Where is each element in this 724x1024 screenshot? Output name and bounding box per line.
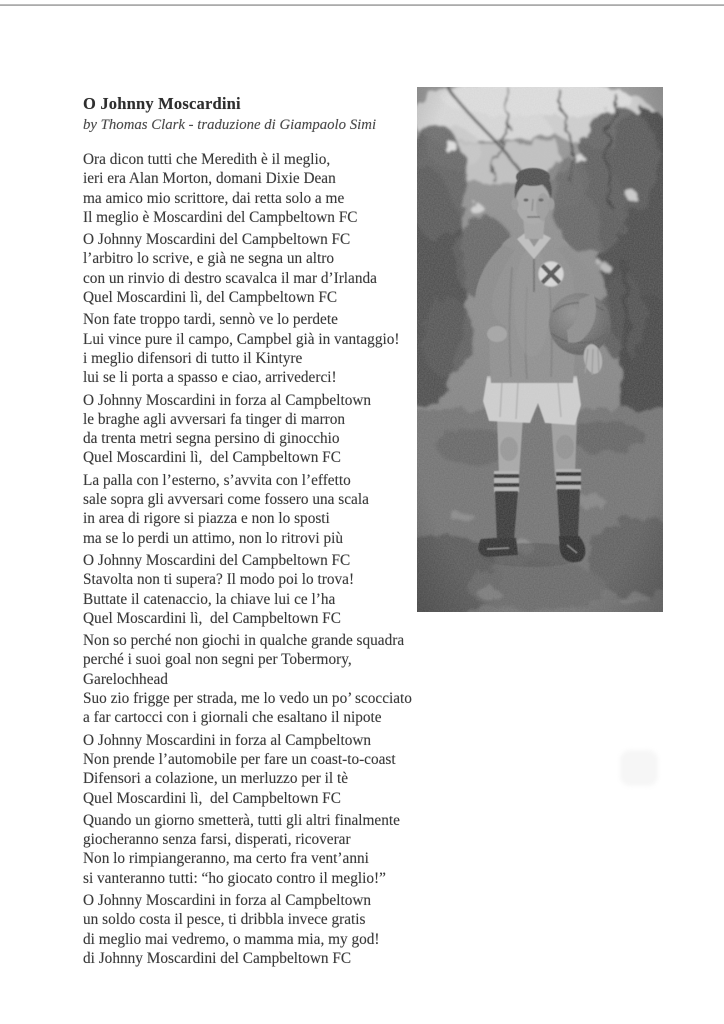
stanza (83, 150, 423, 227)
poem-line: Stavolta non ti supera? Il modo poi lo trova! (83, 571, 355, 589)
poem-line: ma amico mio scrittore, dai retta solo a me (83, 189, 345, 207)
poem-line: O Johnny Moscardini del Campbeltown FC (83, 551, 351, 569)
poem-line: a far cartocci con i giornali che esaltano il nipote (83, 709, 382, 727)
poem-line: La palla con l’esterno, s’avvita con l’effetto (83, 471, 351, 489)
vignette (417, 87, 663, 612)
stanza (83, 551, 423, 628)
stanza (83, 471, 423, 548)
poem-line: si vanteranno tutti: “ho giocato contro il meglio!” (83, 869, 386, 887)
poem-line: O Johnny Moscardini in forza al Campbeltown (83, 891, 372, 909)
poem-line: Non fate troppo tardi, sennò ve lo perdete (83, 311, 338, 329)
stanza (83, 891, 423, 968)
poem-line: ma se lo perdi un attimo, non lo ritrovi più (83, 529, 344, 547)
poem-line: Buttate il catenaccio, la chiave lui ce l’ha (83, 590, 336, 608)
poem-line: Quel Moscardini lì, del Campbeltown FC (83, 289, 338, 307)
scan-smudge (620, 750, 658, 786)
poem-line: un soldo costa il pesce, ti dribbla invece gratis (83, 911, 366, 929)
stanza (83, 230, 423, 307)
stanza (83, 811, 423, 888)
stanza (83, 631, 423, 727)
poem-line: giocheranno senza farsi, disperati, ricoverar (83, 831, 351, 849)
poem-line: Il meglio è Moscardini del Campbeltown FC (83, 208, 358, 226)
stanza (83, 310, 423, 387)
footballer-photo-svg (417, 87, 663, 612)
poem (83, 150, 423, 968)
poem-line: le braghe agli avversari fa tinger di marron (83, 410, 346, 428)
stanza (83, 731, 423, 808)
poem-line: O Johnny Moscardini del Campbeltown FC (83, 231, 351, 249)
poem-title: O Johnny Moscardini (83, 94, 241, 113)
poem-line: da trenta metri segna persino di ginocchio (83, 430, 340, 448)
poem-byline: by Thomas Clark - traduzione di Giampaolo Simi (83, 117, 377, 133)
poem-line: ieri era Alan Morton, domani Dixie Dean (83, 170, 336, 188)
footballer-photo (417, 87, 663, 612)
poem-line: lui se li porta a spasso e ciao, arrivederci! (83, 369, 337, 387)
poem-line: perché i suoi goal non segni per Tobermory, Garelochhead (83, 651, 356, 688)
poem-line: O Johnny Moscardini in forza al Campbeltown (83, 391, 372, 409)
poem-line: Quel Moscardini lì, del Campbeltown FC (83, 609, 341, 627)
poem-line: Quel Moscardini lì, del Campbeltown FC (83, 789, 341, 807)
poem-line: Quando un giorno smetterà, tutti gli altri finalmente (83, 811, 400, 829)
poem-line: Ora dicon tutti che Meredith è il meglio, (83, 151, 331, 168)
poem-line: O Johnny Moscardini in forza al Campbeltown (83, 731, 372, 749)
poem-content (83, 94, 423, 971)
poem-line: di Johnny Moscardini del Campbeltown FC (83, 949, 352, 967)
poem-line: Quel Moscardini lì, del Campbeltown FC (83, 449, 341, 467)
poem-line: i meglio difensori di tutto il Kintyre (83, 349, 303, 367)
poem-line: in area di rigore si piazza e non lo sposti (83, 510, 330, 528)
poem-line: di meglio mai vedremo, o mamma mia, my god! (83, 930, 380, 948)
poem-line: con un rinvio di destro scavalca il mar d’Irlanda (83, 269, 377, 287)
poem-line: Lui vince pure il campo, Campbel già in vantaggio! (83, 330, 400, 348)
poem-line: Non lo rimpiangeranno, ma certo fra vent’anni (83, 850, 369, 868)
page-top-edge-line (0, 4, 724, 6)
poem-line: Difensori a colazione, un merluzzo per il tè (83, 770, 349, 788)
poem-line: Suo zio frigge per strada, me lo vedo un po’ scocciato (83, 690, 412, 708)
poem-line: sale sopra gli avversari come fossero una scala (83, 491, 369, 509)
poem-line: Non prende l’automobile per fare un coast-to-coast (83, 750, 396, 768)
poem-line: Non so perché non giochi in qualche grande squadra (83, 632, 405, 650)
stanza (83, 391, 423, 468)
poem-line: l’arbitro lo scrive, e già ne segna un altro (83, 250, 335, 268)
